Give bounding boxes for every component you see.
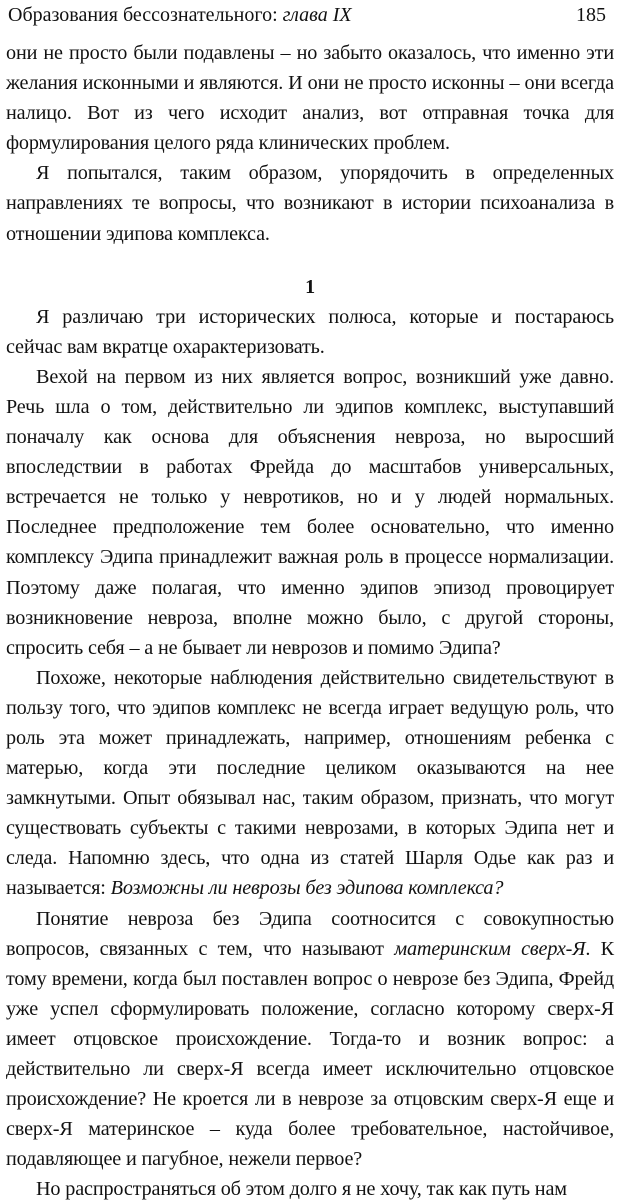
page-number: 185	[576, 4, 606, 26]
paragraph	[6, 904, 614, 1175]
paragraph-text: Похоже, некоторые наблюдения действительно свидетельствуют в пользу того, что эдипов комплекс не всегда играет ведущую роль, что роль эта может принадлежать, например, отношениям ребенка с матерью, когда эти последние целиком оказываются на нее замкнутыми. Опыт обязывал нас, таким образом, признать, что могут существовать субъекты с такими неврозами, в которых Эдипа нет и следа. Напомню здесь, что одна из статей Шарля Одье как раз и называется:	[6, 666, 614, 900]
running-head-book-title: Образования бессознательного:	[8, 4, 283, 26]
paragraph: Я попытался, таким образом, упорядочить в определенных направлениях те вопросы, что возникают в истории психоанализа в отношении эдипова комплекса.	[6, 162, 614, 245]
paragraph	[6, 663, 614, 904]
paragraph-text: Понятие невроза без Эдипа соотносится с совокупностью вопросов, связанных с тем, что называют	[6, 907, 614, 960]
article-title: Возможны ли неврозы без эдипова комплекса?	[110, 877, 504, 900]
paragraph-text: . К тому времени, когда был поставлен вопрос о неврозе без Эдипа, Фрейд уже успел сформулировать положение, согласно которому сверх-Я имеет отцовское происхождение. Тогда-то и возник вопрос: а действительно ли сверх-Я всегда имеет исключительно отцовское происхождение? Не кроется ли в неврозе за отцовским сверх-Я еще и сверх-Я материнское – куда более требовательное, настойчивое, подавляющее и пагубное, нежели первое?	[6, 937, 614, 1171]
paragraph-last: Но распространяться об этом долго я не хочу, так как путь нам	[36, 1178, 567, 1201]
section-number: 1	[305, 275, 315, 298]
paragraph-continued: они не просто были подавлены – но забыто оказалось, что именно эти желания исконными и являются. И они не просто исконны – они всегда налицо. Вот из чего исходит анализ, вот отправная точка для формулирования целого ряда клинических проблем.	[6, 42, 614, 155]
running-head	[6, 0, 614, 30]
paragraph: Я различаю три исторических полюса, которые и постараюсь сейчас вам вкратце охарактеризовать.	[6, 305, 614, 358]
paragraph: Вехой на первом из них является вопрос, возникший уже давно. Речь шла о том, действительно ли эдипов комплекс, выступавший поначалу как основа для объяснения невроза, но выросший впоследствии в работах Фрейда до масштабов универсальных, встречается не только у невротиков, но и у людей нормальных. Последнее предположение тем более основательно, что именно комплексу Эдипа принадлежит важная роль в процессе нормализации. Поэтому даже полагая, что именно эдипов эпизод провоцирует возникновение невроза, вполне можно было, с другой стороны, спросить себя – а не бывает ли неврозов и помимо Эдипа?	[6, 365, 614, 659]
running-head-chapter: глава IX	[282, 4, 352, 26]
term-italic: материнским сверх-Я	[394, 937, 586, 960]
running-head-title	[8, 4, 352, 26]
body-text	[6, 38, 614, 1204]
